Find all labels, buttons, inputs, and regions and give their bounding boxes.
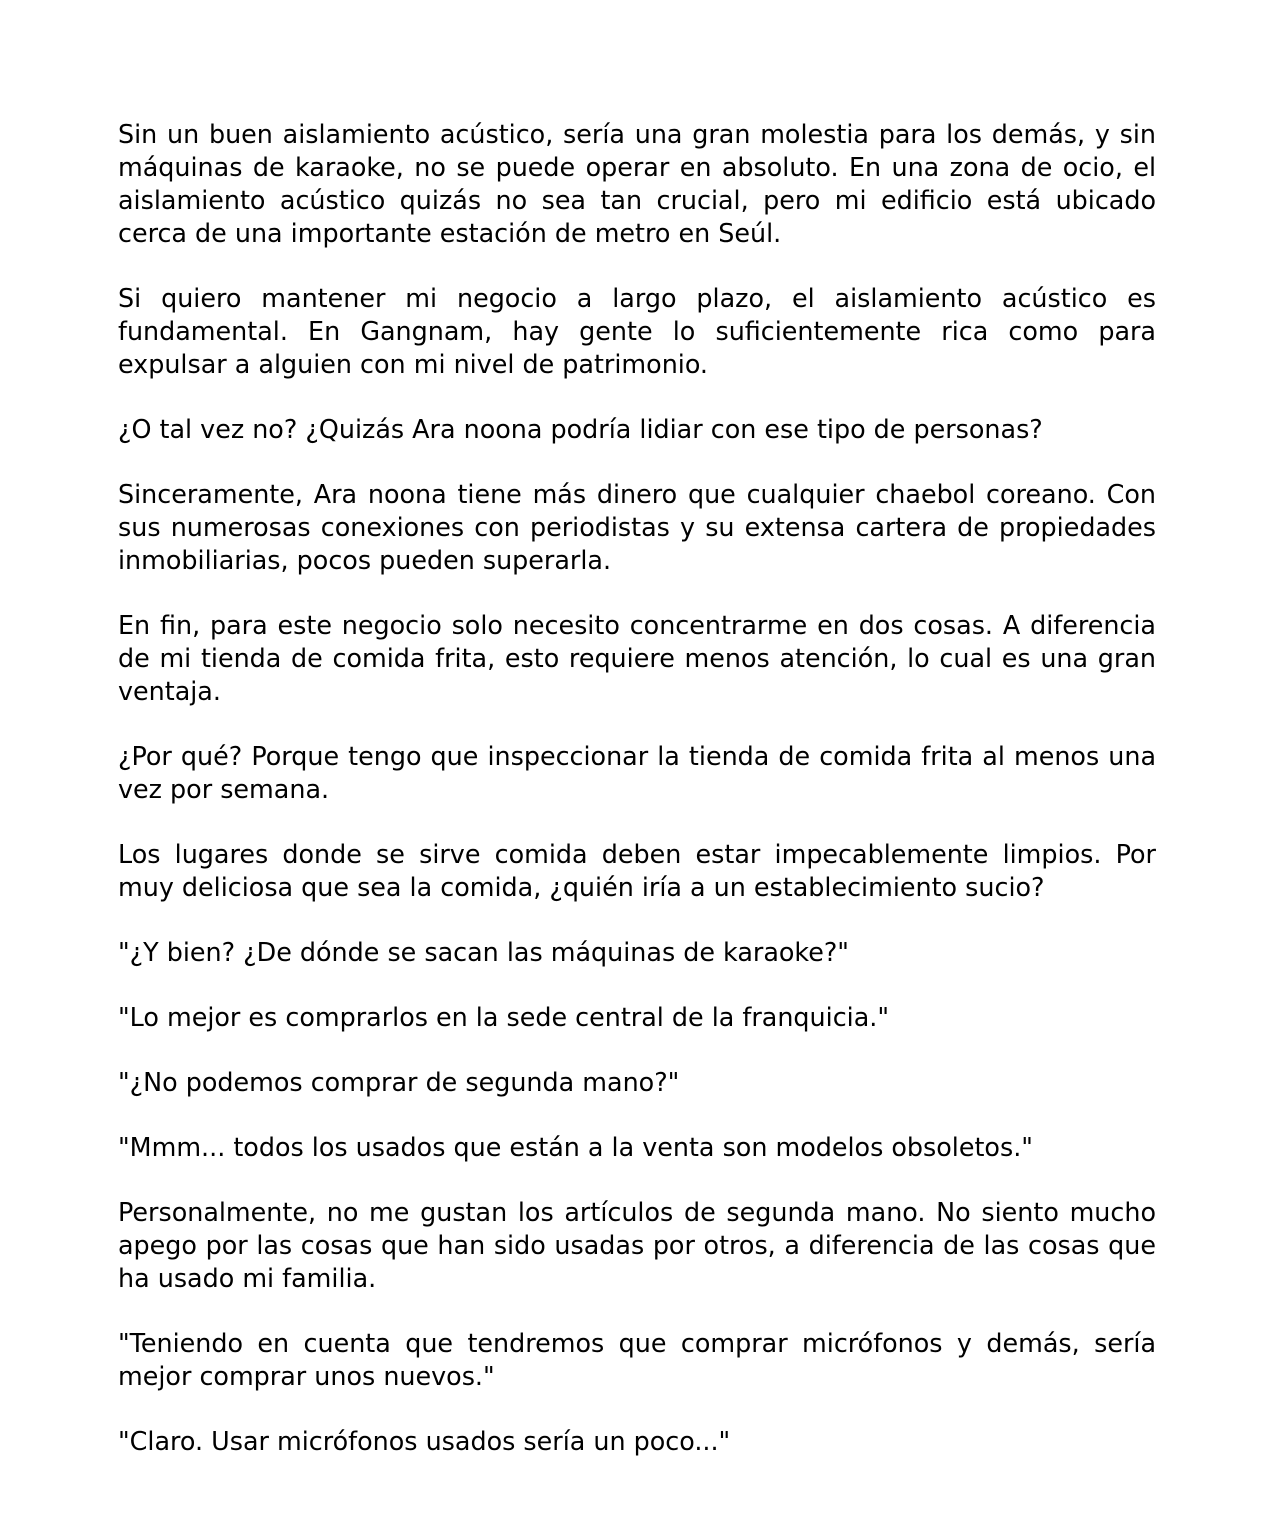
- paragraph-8: Personalmente, no me gustan los artículos de segunda mano. No siento mucho apego por las cosas que han sido usadas por otros, a diferencia de las cosas que ha usado mi familia.: [118, 1197, 1156, 1293]
- paragraph-2: Si quiero mantener mi negocio a largo plazo, el aislamiento acústico es fundamental. En Gangnam, hay gente lo suficientemente rica como para expulsar a alguien con mi nivel de patrimonio.: [118, 283, 1156, 379]
- paragraph-5: En fin, para este negocio solo necesito concentrarme en dos cosas. A diferencia de mi tienda de comida frita, esto requiere menos atención, lo cual es una gran ventaja.: [118, 610, 1156, 706]
- dialogue-line-3: "¿No podemos comprar de segunda mano?": [118, 1067, 680, 1097]
- paragraph-6: ¿Por qué? Porque tengo que inspeccionar la tienda de comida frita al menos una vez por semana.: [118, 741, 1156, 804]
- document-page: [118, 118, 1156, 1490]
- dialogue-line-1: "¿Y bien? ¿De dónde se sacan las máquinas de karaoke?": [118, 937, 849, 967]
- dialogue-line-2: "Lo mejor es comprarlos en la sede central de la franquicia.": [118, 1002, 890, 1032]
- paragraph-4: Sinceramente, Ara noona tiene más dinero que cualquier chaebol coreano. Con sus numerosas conexiones con periodistas y su extensa cartera de propiedades inmobiliarias, pocos pueden superarla.: [118, 479, 1156, 575]
- dialogue-line-5: "Teniendo en cuenta que tendremos que comprar micrófonos y demás, sería mejor comprar unos nuevos.": [118, 1328, 1156, 1391]
- paragraph-3: ¿O tal vez no? ¿Quizás Ara noona podría lidiar con ese tipo de personas?: [118, 414, 1043, 444]
- paragraph-1: Sin un buen aislamiento acústico, sería una gran molestia para los demás, y sin máquinas de karaoke, no se puede operar en absoluto. En una zona de ocio, el aislamiento acústico quizás no sea tan crucial, pero mi edificio está ubicado cerca de una importante estación de metro en Seúl.: [118, 119, 1156, 248]
- dialogue-line-4: "Mmm... todos los usados que están a la venta son modelos obsoletos.": [118, 1132, 1033, 1162]
- paragraph-7: Los lugares donde se sirve comida deben estar impecablemente limpios. Por muy deliciosa que sea la comida, ¿quién iría a un establecimiento sucio?: [118, 839, 1156, 902]
- dialogue-line-6: "Claro. Usar micrófonos usados sería un poco...": [118, 1426, 731, 1456]
